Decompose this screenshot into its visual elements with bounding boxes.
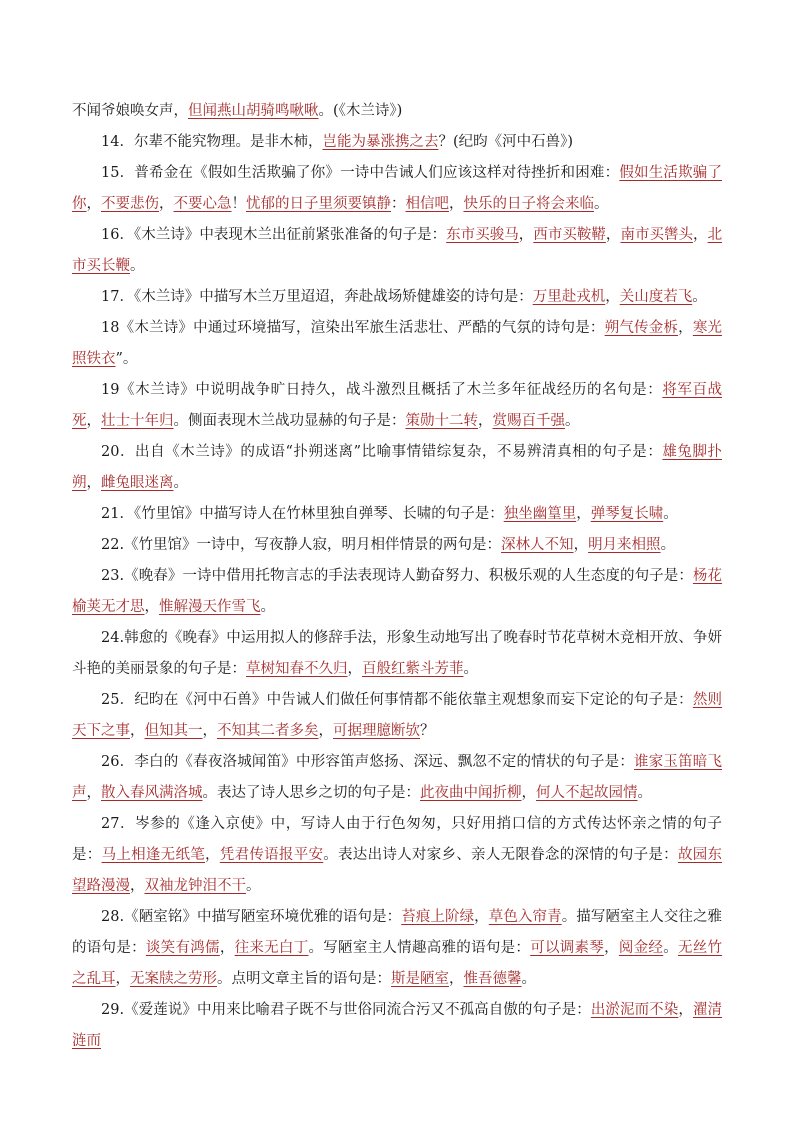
question-text: ， xyxy=(86,196,101,212)
question-text: ， xyxy=(449,196,464,212)
question-text: 。写陋室主人情趣高雅的语句是： xyxy=(308,940,531,956)
question-p13 xyxy=(72,96,722,127)
question-text: ， xyxy=(318,723,333,739)
question-text: ！ xyxy=(231,196,246,212)
question-text: ， xyxy=(130,723,145,739)
answer-text: 无案牍之劳形 xyxy=(130,971,217,987)
question-text: ， xyxy=(86,475,101,491)
answer-text: 关山度若飞 xyxy=(619,289,693,305)
question-text: 16．《木兰诗》中表现木兰出征前紧张准备的句子是： xyxy=(101,227,447,243)
question-text: ， xyxy=(478,413,493,429)
question-text: ， xyxy=(605,227,621,243)
question-text: 28.《陋室铭》中描写陋室环境优雅的语句是： xyxy=(101,909,402,925)
question-text: 。 xyxy=(663,940,678,956)
question-text: ， xyxy=(86,785,101,801)
question-text: ， xyxy=(576,506,591,522)
answer-text: 岂能为暴涨携之去 xyxy=(322,134,439,150)
answer-text: 阅金经 xyxy=(618,940,664,956)
question-text: 26．李白的《春夜洛城闻笛》中形容笛声悠扬、深远、飘忽不定的情状的句子是： xyxy=(101,754,635,770)
answer-text: 斯是陋室 xyxy=(391,971,449,987)
answer-text: 双袖龙钟泪不干 xyxy=(144,878,246,894)
question-text: 。侧面表现木兰战功显赫的句子是： xyxy=(173,413,406,429)
answer-text: 出淤泥而不染 xyxy=(590,1002,679,1018)
question-text: 。 xyxy=(130,258,145,274)
question-text: 。 xyxy=(260,599,275,615)
answer-text: 南市买辔头 xyxy=(620,227,694,243)
question-text: ， xyxy=(573,537,589,553)
question-text: 。 xyxy=(173,475,188,491)
question-p22 xyxy=(72,530,722,561)
answer-text: 赏赐百千强 xyxy=(492,413,565,429)
answer-text: 马上相逢无纸笔 xyxy=(101,847,206,863)
answer-text: 雌兔眼迷离 xyxy=(101,475,174,491)
question-p28 xyxy=(72,902,722,995)
question-text: 。 xyxy=(246,878,261,894)
question-text: 21．《竹里馆》中描写诗人在竹林里独自弹琴、长啸的句子是： xyxy=(101,506,504,522)
answer-text: 濯清涟而 xyxy=(72,1002,723,1049)
question-text: ， xyxy=(474,909,489,925)
answer-text: 相信吧 xyxy=(405,196,449,212)
answer-text: 西市买鞍鞯 xyxy=(533,227,606,243)
question-text: 。表达出诗人对家乡、亲人无限眷念的深情的句子是： xyxy=(323,847,678,863)
question-text: ， xyxy=(521,785,536,801)
question-text: 17．《木兰诗》中描写木兰万里迢迢，奔赴战场矫健雄姿的诗句是： xyxy=(101,289,533,305)
answer-text: 东市买骏马 xyxy=(446,227,519,243)
question-text: 15．普希金在《假如生活欺骗了你》一诗中告诫人们应该这样对待挫折和困难： xyxy=(101,165,620,181)
question-text: 。点明文章主旨的语句是： xyxy=(217,971,391,987)
question-text: ， xyxy=(205,847,220,863)
question-text: 。 xyxy=(637,785,652,801)
question-text: 24.韩愈的《晚春》中运用拟人的修辞手法，形象生动地写出了晚春时节花草树木竞相开放、争妍斗艳的美丽景象的句子是： xyxy=(72,630,722,677)
question-p20 xyxy=(72,437,722,499)
question-p27 xyxy=(72,809,722,902)
answer-text: 假如生活欺骗了你 xyxy=(72,165,723,212)
answer-text: 忧郁的日子里须要镇静 xyxy=(246,196,391,212)
question-p15 xyxy=(72,158,722,220)
question-text: ， xyxy=(678,320,693,336)
question-text: ， xyxy=(144,599,159,615)
answer-text: 凭君传语报平安 xyxy=(219,847,324,863)
question-text: 。 xyxy=(660,537,676,553)
question-text: 。表达了诗人思乡之切的句子是： xyxy=(202,785,420,801)
answer-text: 策勋十二转 xyxy=(405,413,478,429)
question-text: ， xyxy=(347,661,362,677)
answer-text: 无丝竹之乱耳 xyxy=(72,940,723,987)
answer-text: 可据理臆断欤 xyxy=(333,723,420,739)
question-text: ， xyxy=(678,1002,693,1018)
question-p16 xyxy=(72,220,722,282)
question-text: 。描写陋室主人交往之雅的语句是： xyxy=(72,909,723,956)
answer-text: 惟解漫天作雪飞 xyxy=(159,599,261,615)
answer-text: 朔气传金柝 xyxy=(604,320,679,336)
question-p26 xyxy=(72,747,722,809)
answer-text: 惟吾德馨 xyxy=(463,971,522,987)
question-text: ， xyxy=(449,971,464,987)
question-text: ， xyxy=(604,940,619,956)
question-text: 18《木兰诗》中通过环境描写，渲染出军旅生活悲壮、严酷的气氛的诗句是： xyxy=(101,320,605,336)
question-p25 xyxy=(72,685,722,747)
question-text: ， xyxy=(693,227,708,243)
question-text: ， xyxy=(115,971,130,987)
question-text: 。 xyxy=(663,506,678,522)
answer-text: 不要心急 xyxy=(173,196,232,212)
answer-text: 草树知春不久归 xyxy=(246,661,348,677)
answer-text: 壮士十年归 xyxy=(101,413,174,429)
answer-text: 故园东望路漫漫 xyxy=(72,847,723,894)
answer-text: 雄兔脚扑朔 xyxy=(72,444,723,491)
question-text: 22.《竹里馆》一诗中，写夜静人寂，明月相伴情景的两句是： xyxy=(101,537,502,553)
question-p19 xyxy=(72,375,722,437)
answer-text: 独坐幽篁里 xyxy=(503,506,577,522)
question-text: 14．尔辈不能究物理。是非木柿， xyxy=(101,134,323,150)
answer-text: 深林人不知 xyxy=(501,537,574,553)
question-text: 。(《木兰诗》) xyxy=(318,103,403,119)
answer-text: 何人不起故园情 xyxy=(536,785,638,801)
question-text: ， xyxy=(219,940,235,956)
answer-text: 可以调素琴 xyxy=(530,940,605,956)
question-text: 29.《爱莲说》中用来比喻君子既不与世俗同流合污又不孤高自傲的句子是： xyxy=(101,1002,591,1018)
question-text: ， xyxy=(130,878,145,894)
question-text: ， xyxy=(605,289,620,305)
answer-text: 谈笑有鸿儒 xyxy=(145,940,220,956)
question-text: 。 xyxy=(521,971,536,987)
question-text: ， xyxy=(86,413,101,429)
question-p24 xyxy=(72,623,722,685)
answer-text: 但闻燕山胡骑鸣啾啾 xyxy=(188,103,319,119)
question-text: ？ xyxy=(420,723,435,739)
answer-text: 弹琴复长啸 xyxy=(590,506,664,522)
answer-text: 然则天下之事 xyxy=(72,692,723,739)
question-text: 。 xyxy=(565,413,580,429)
question-text: ， xyxy=(159,196,174,212)
question-text: 20．出自《木兰诗》的成语“扑朔迷离”比喻事情错综复杂，不易辨清真相的句子是： xyxy=(101,444,663,460)
answer-text: 散入春风满洛城 xyxy=(101,785,203,801)
question-p21 xyxy=(72,499,722,530)
question-text: ， xyxy=(202,723,217,739)
question-text: 25．纪昀在《河中石兽》中告诫人们做任何事情都不能依靠主观想象而妄下定论的句子是： xyxy=(101,692,693,708)
question-text: 19《木兰诗》中说明战争旷日持久，战斗激烈且概括了木兰多年征战经历的名句是： xyxy=(101,382,663,398)
answer-text: 百般红紫斗芳菲 xyxy=(362,661,464,677)
question-p29 xyxy=(72,995,722,1057)
answer-text: 不要悲伤 xyxy=(101,196,159,212)
question-text: ？(纪昀《河中石兽》) xyxy=(438,134,574,150)
answer-text: 苔痕上阶绿 xyxy=(401,909,475,925)
question-text: 23.《晚春》一诗中借用托物言志的手法表现诗人勤奋努力、积极乐观的人生态度的句子是： xyxy=(101,568,693,584)
answer-text: 明月来相照 xyxy=(588,537,661,553)
question-text: 不闻爷娘唤女声， xyxy=(72,103,188,119)
answer-text: 此夜曲中闻折柳 xyxy=(420,785,522,801)
question-p14 xyxy=(72,127,722,158)
question-text: 27．岑参的《逢入京使》中，写诗人由于行色匆匆，只好用捎口信的方式传达怀亲之情的句子是： xyxy=(72,816,722,863)
answer-text: 谁家玉笛暗飞声 xyxy=(72,754,722,801)
answer-text: 但知其一 xyxy=(144,723,203,739)
answer-text: 将军百战死 xyxy=(72,382,723,429)
answer-text: 草色入帘青 xyxy=(488,909,562,925)
document-body xyxy=(72,96,722,1057)
question-text: 。 xyxy=(463,661,478,677)
question-text: 。 xyxy=(594,196,609,212)
question-p17 xyxy=(72,282,722,313)
question-text: ： xyxy=(391,196,406,212)
answer-text: 万里赴戎机 xyxy=(532,289,606,305)
answer-text: 杨花榆荚无才思 xyxy=(72,568,723,615)
question-text: 。 xyxy=(692,289,707,305)
question-text: ”。 xyxy=(115,351,138,367)
question-text: ， xyxy=(518,227,534,243)
question-p23 xyxy=(72,561,722,623)
answer-text: 不知其二者多矣 xyxy=(217,723,319,739)
answer-text: 寒光照铁衣 xyxy=(72,320,723,367)
answer-text: 快乐的日子将会来临 xyxy=(463,196,594,212)
question-p18 xyxy=(72,313,722,375)
answer-text: 北市买长鞭 xyxy=(72,227,723,274)
answer-text: 往来无白丁 xyxy=(234,940,309,956)
